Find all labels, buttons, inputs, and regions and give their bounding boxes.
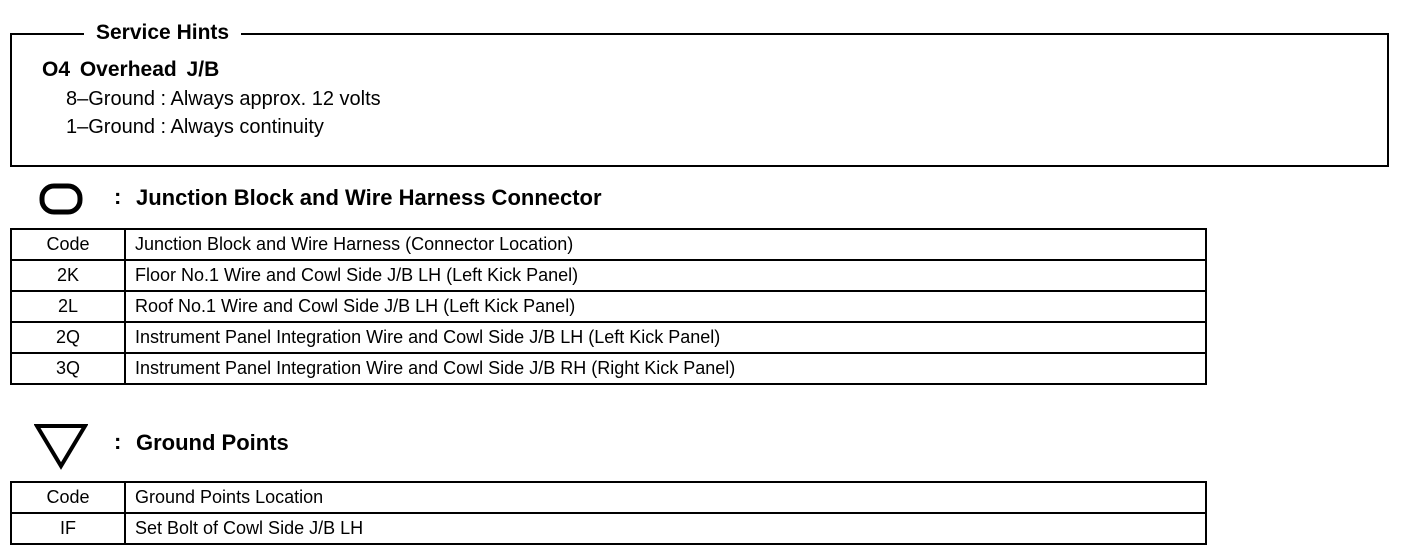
code-cell: 3Q: [11, 353, 125, 384]
description-header: Ground Points Location: [125, 482, 1206, 513]
rounded-rectangle-icon: [38, 182, 84, 216]
description-cell: Roof No.1 Wire and Cowl Side J/B LH (Left Kick Panel): [125, 291, 1206, 322]
table-header-row: [11, 229, 1206, 260]
service-hint-line: 1–Ground : Always continuity: [66, 116, 324, 138]
code-header: Code: [11, 482, 125, 513]
service-hints-heading: O4 Overhead J/B: [42, 58, 220, 81]
code-header: Code: [11, 229, 125, 260]
junction-section-title: Junction Block and Wire Harness Connector: [136, 185, 602, 210]
table-row: [11, 353, 1206, 384]
description-header: Junction Block and Wire Harness (Connector Location): [125, 229, 1206, 260]
table-header-row: [11, 482, 1206, 513]
table-row: [11, 513, 1206, 544]
table-row: [11, 291, 1206, 322]
ground-section-title: Ground Points: [136, 430, 289, 455]
table-row: [11, 260, 1206, 291]
code-cell: 2Q: [11, 322, 125, 353]
description-cell: Floor No.1 Wire and Cowl Side J/B LH (Left Kick Panel): [125, 260, 1206, 291]
service-hints-legend: Service Hints: [84, 20, 241, 46]
ground-section-colon: :: [114, 429, 122, 454]
description-cell: Instrument Panel Integration Wire and Cowl Side J/B RH (Right Kick Panel): [125, 353, 1206, 384]
junction-block-table: [10, 228, 1207, 385]
code-cell: IF: [11, 513, 125, 544]
code-cell: 2K: [11, 260, 125, 291]
description-cell: Instrument Panel Integration Wire and Cowl Side J/B LH (Left Kick Panel): [125, 322, 1206, 353]
table-row: [11, 322, 1206, 353]
down-triangle-icon: [34, 422, 88, 470]
code-cell: 2L: [11, 291, 125, 322]
description-cell: Set Bolt of Cowl Side J/B LH: [125, 513, 1206, 544]
service-hint-line: 8–Ground : Always approx. 12 volts: [66, 88, 381, 110]
ground-points-table: [10, 481, 1207, 545]
junction-section-colon: :: [114, 184, 122, 209]
